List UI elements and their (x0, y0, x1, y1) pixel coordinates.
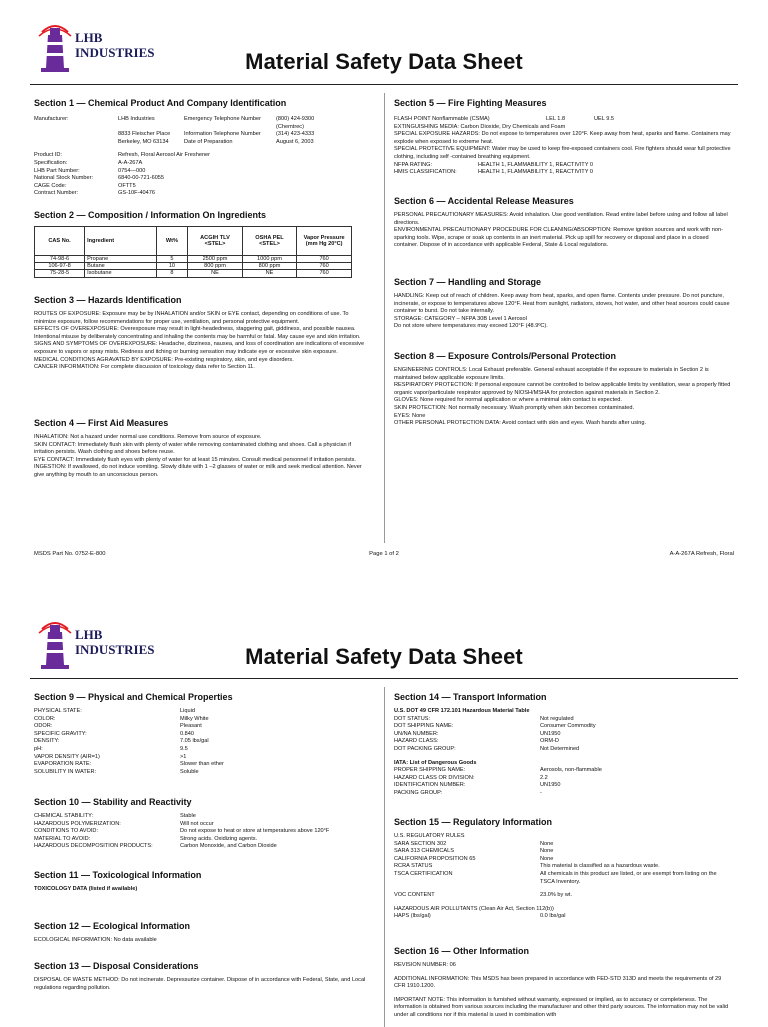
label: Emergency Telephone Number (184, 116, 262, 122)
value: 2.2 (540, 774, 548, 781)
footer-part-number: MSDS Part No. 0752-E-800 (34, 551, 106, 557)
label: CAGE Code: (34, 182, 67, 189)
paragraph: ROUTES OF EXPOSURE: Exposure may be by INHALATION and/or SKIN or EYE contact, depending on conditions of use. To minimize exposure, follow recommendations for proper use, ventilation, and personal protective equipment. (34, 311, 349, 325)
table-cell: 760 (297, 263, 352, 270)
left-column (34, 98, 370, 538)
section-heading: Section 11 — Toxicological Information (34, 870, 202, 880)
section-heading: Section 10 — Stability and Reactivity (34, 797, 192, 807)
label: HAZARDOUS POLYMERIZATION: (34, 820, 121, 827)
regulatory-list (394, 841, 732, 887)
subheading: IATA: List of Dangerous Goods (394, 759, 477, 766)
table-cell: 5 (156, 256, 188, 263)
table-header-row (35, 227, 352, 256)
label: VAPOR DENSITY (AIR=1) (34, 753, 100, 760)
label: DENSITY: (34, 738, 60, 745)
paragraph: TOXICOLOGY DATA (listed if available) (34, 886, 138, 892)
section-8 (394, 351, 732, 428)
value: UN1950 (540, 730, 561, 737)
column-header: Vapor Pressure (mm Hg 20°C) (297, 227, 352, 256)
uel: UEL 9.5 (594, 116, 615, 122)
table-cell: 2500 ppm (188, 256, 242, 263)
value: Not Determined (540, 745, 580, 752)
section-heading: Section 5 — Fire Fighting Measures (394, 98, 547, 108)
value: This material is classified as a hazardous waste. (540, 863, 660, 870)
label: Information Telephone Number (184, 131, 261, 138)
left-column (34, 692, 370, 1022)
value: HEALTH 1, FLAMMABILITY 1, REACTIVITY 0 (478, 169, 594, 176)
label: PACKING GROUP: (394, 789, 443, 796)
page-title: Material Safety Data Sheet (245, 49, 523, 74)
section-heading: Section 16 — Other Information (394, 946, 530, 956)
column-header: ACGIH TLV <STEL> (188, 227, 242, 256)
label: Contract Number: (34, 190, 79, 197)
label: LHB Part Number: (34, 167, 80, 174)
paragraph: GLOVES: None required for normal application or where a minimal skin contact is expected. (394, 397, 622, 404)
value: ORM-D (540, 738, 559, 745)
value: Consumer Commodity (540, 723, 596, 730)
paragraph: EYE CONTACT: Immediately flush eyes with plenty of water for at least 15 minutes. Consult medical personnel if irritation persists. (34, 456, 356, 463)
table-cell: NE (242, 270, 296, 277)
value: Will not occur (180, 820, 214, 827)
paragraph: RESPIRATORY PROTECTION: If personal exposure cannot be controlled to below applicable limits by ventilation, wear a properly fitted organic vapor/particulate respirator approved by NIOSH/MSHA for protection against materials in Section 2. (394, 382, 731, 396)
section-13 (34, 961, 370, 992)
paragraph: ADDITIONAL INFORMATION: This MSDS has been prepared in accordance with FED-STD 313D and meets the requirements of 29 CFR 1910.1200. (394, 975, 722, 990)
label: DOT SHIPPING NAME: (394, 723, 454, 730)
value: 23.0% by wt. (540, 892, 573, 899)
value: (314) 423-4333 (276, 131, 315, 138)
voc-row (394, 892, 732, 900)
flash-point-row (394, 116, 732, 124)
property-list (34, 813, 370, 851)
value: 7.05 lbs/gal (180, 738, 209, 745)
section-7 (394, 277, 732, 331)
label: HAZARDOUS DECOMPOSITION PRODUCTS: (34, 843, 153, 850)
column-header: OSHA PEL <STEL> (242, 227, 296, 256)
value: Refresh, Floral Aerosol Air Freshener (118, 152, 211, 159)
paragraph: STORAGE: CATEGORY – NFPA 30B Level 1 Aerosol (394, 315, 527, 322)
paragraph: INGESTION: If swallowed, do not induce vomiting. Slowly dilute with 1 –2 glasses of water or milk and seek medical attention. Never give anything by mouth to an unconscious person. (34, 464, 362, 478)
value: LHB Industries (118, 116, 155, 122)
value: None (540, 855, 554, 862)
table-cell: Isobutane (85, 270, 157, 277)
label: SARA 313 CHEMICALS (394, 848, 455, 855)
label: Product ID: (34, 152, 62, 159)
paragraph: IMPORTANT NOTE: This information is furnished without warranty, expressed or implied, as to accuracy or completeness. The information is obtained from various sources including the manufacturer and other third party sources. The information may not be valid under all conditions nor if this material is used in combination with (394, 996, 729, 1018)
section-heading: Section 7 — Handling and Storage (394, 277, 542, 287)
paragraph: CANCER INFORMATION: For complete discussion of toxicology data refer to Section 11. (34, 364, 255, 371)
value: GS-10F-40476 (118, 190, 156, 197)
value: Carbon Monoxide, and Carbon Dioxide (180, 843, 277, 850)
table-cell: 1000 ppm (242, 256, 296, 263)
value: Pleasant (180, 723, 202, 730)
section-12 (34, 921, 370, 945)
section-heading: Section 2 — Composition / Information On Ingredients (34, 210, 267, 220)
label: DOT STATUS: (394, 715, 431, 722)
label: UN/NA NUMBER: (394, 730, 439, 737)
flash-point: FLASH POINT Nonflammable (CSMA) (394, 116, 490, 122)
value: None (540, 840, 554, 847)
value: >1 (180, 753, 187, 760)
table-cell: 760 (297, 270, 352, 277)
footer-product: A-A-267A Refresh, Floral (669, 551, 734, 557)
haps-row (394, 913, 732, 921)
label: PROPER SHIPPING NAME: (394, 767, 466, 774)
label: SARA SECTION 302 (394, 840, 447, 847)
label (34, 131, 118, 139)
label: SPECIFIC GRAVITY: (34, 730, 87, 737)
section-heading: Section 3 — Hazards Identification (34, 295, 182, 305)
value: August 6, 2003 (276, 138, 314, 145)
lel: LEL 1.8 (546, 116, 566, 122)
value: 0754—000 (118, 167, 146, 174)
label (34, 139, 118, 147)
right-column (394, 692, 732, 1022)
table-row (35, 256, 352, 263)
value: Do not expose to heat or store at temperatures above 120°F (180, 828, 330, 835)
value: Berkeley, MO 63134 (118, 138, 169, 145)
label: DOT PACKING GROUP: (394, 745, 456, 752)
brand-line-2: INDUSTRIES (75, 45, 155, 60)
brand-line-1: LHB (75, 30, 103, 45)
column-header: Wt% (156, 227, 188, 256)
paragraph: PERSONAL PRECAUTIONARY MEASURES: Avoid inhalation. Use good ventilation. Read entire label before using and follow all label directions. (394, 212, 728, 226)
paragraph: OTHER PERSONAL PROTECTION DATA: Avoid contact with skin and eyes. Wash hands after using. (394, 420, 647, 427)
paragraph: EYES: None (394, 412, 426, 419)
subheading: U.S. DOT 49 CFR 172.101 Hazardous Material Table (394, 708, 530, 714)
value: 8833 Fleischer Place (118, 131, 171, 138)
label: CONDITIONS TO AVOID: (34, 828, 99, 835)
table-cell: Propane (85, 256, 157, 263)
paragraph: SKIN CONTACT: Immediately flush skin with plenty of water while removing contaminated clothing and shoes. Call a physician if irritation persists. Wash clothing and shoes before reuse. (34, 441, 352, 456)
value: Aerosols, non-flammable (540, 767, 602, 774)
label: TSCA CERTIFICATION (394, 870, 453, 877)
table-cell: 800 ppm (188, 263, 242, 270)
ratings (394, 162, 732, 177)
table-cell: 74-98-6 (35, 256, 85, 263)
label: HMIS CLASSIFICATION: (394, 169, 457, 176)
value: Not regulated (540, 715, 574, 722)
brand-line-1: LHB (75, 627, 103, 642)
value: HEALTH 1, FLAMMABILITY 1, REACTIVITY 0 (478, 161, 594, 168)
label: COLOR: (34, 715, 56, 722)
table-row (35, 270, 352, 277)
section-4 (34, 418, 370, 480)
paragraph: SPECIAL PROTECTIVE EQUIPMENT: Water may be used to keep fire-exposed containers cool. Fire fighters should wear full protective clothing, including self -contained breathing equipment. (394, 146, 731, 160)
table-cell: 106-97-8 (35, 263, 85, 270)
column-divider (384, 687, 385, 1027)
table-cell: 75-28-5 (35, 270, 85, 277)
section-heading: Section 14 — Transport Information (394, 692, 547, 702)
ingredients-table (34, 226, 352, 278)
top-rule (30, 678, 738, 679)
value: Milky White (180, 715, 209, 722)
contact-row (34, 116, 370, 146)
label: CHEMICAL STABILITY: (34, 813, 94, 819)
label: RCRA STATUS (394, 863, 433, 870)
column-divider (384, 93, 385, 543)
paragraph: INHALATION: Not a hazard under normal use conditions. Remove from source of exposure. (34, 434, 262, 440)
column-header: CAS No. (35, 227, 85, 256)
paragraph: MEDICAL CONDITIONS AGRAVATED BY EXPOSURE: Pre-existing respiratory, skin, and eye disorders. (34, 356, 294, 363)
value: All chemicals in this product are listed, or are exempt from listing on the TSCA Inventory. (540, 870, 717, 885)
label: EVAPORATION RATE: (34, 761, 92, 768)
footer-page-number: Page 1 of 2 (369, 551, 399, 557)
value: Soluble (180, 768, 199, 775)
paragraph: ENVIRONMENTAL PRECAUTIONARY PROCEDURE FOR CLEANING/ABSORPTION: Remove ignition sources and work with non-sparking tools. Wipe, scrape or soak up contents in an inert material. Pick up spill for recovery or disposal and place in a closed container. Dispose of in accordance with applicable Federal, State & Local regulations. (394, 227, 723, 249)
section-heading: Section 13 — Disposal Considerations (34, 961, 199, 971)
label: PHYSICAL STATE: (34, 708, 82, 714)
section-heading: Section 6 — Accidental Release Measures (394, 196, 574, 206)
table-row (35, 263, 352, 270)
label: pH: (34, 745, 43, 752)
label: ODOR: (34, 723, 53, 730)
paragraph: HAZARDOUS AIR POLLUTANTS (Clean Air Act, Section 112(b)) (394, 905, 554, 912)
label: CALIFORNIA PROPOSITION 65 (394, 855, 476, 862)
paragraph: SIGNS AND SYMPTOMS OF OVEREXPOSURE: Headache, dizziness, nausea, and loss of coordination are indications of excessive exposure to vapors or spray mists. Redness and itching or burning sensation may indicate eye or excessive skin exposure. (34, 341, 365, 355)
paragraph: EFFECTS OF OVEREXPOSURE: Overexposure may result in light-headedness, staggering gait, giddiness, and possible nausea. Intentional misuse by deliberately concentrating and inhaling the contents may be harmful or fatal. May cause eye and skin irritation. (34, 326, 361, 340)
label: VOC CONTENT (394, 892, 435, 899)
section-heading: Section 12 — Ecological Information (34, 921, 191, 931)
section-5 (394, 98, 732, 177)
paragraph: REVISION NUMBER: 06 (394, 962, 456, 968)
value: - (540, 789, 542, 796)
value: Strong acids. Oxidizing agents. (180, 835, 258, 842)
value: 0.0 lbs/gal (540, 913, 566, 920)
property-list (34, 708, 370, 776)
value: Stable (180, 813, 196, 819)
paragraph: DISPOSAL OF WASTE METHOD: Do not incinerate. Depressurize container. Dispose of in accordance with Federal, State, and Local regulations regarding pollution. (34, 977, 366, 991)
section-3 (34, 295, 370, 372)
section-6 (394, 196, 732, 250)
label: HAPS (lbs/gal) (394, 913, 431, 920)
label: National Stock Number: (34, 175, 94, 182)
label: Manufacturer: (34, 116, 69, 122)
label: NFPA RATING: (394, 161, 433, 168)
msds-page-2 (0, 615, 768, 1024)
section-heading: Section 15 — Regulatory Information (394, 817, 553, 827)
right-column (394, 98, 732, 538)
value: 9.5 (180, 745, 188, 752)
label: Specification: (34, 159, 68, 166)
iata-list (394, 767, 732, 797)
paragraph: U.S. REGULATORY RULES (394, 833, 465, 839)
paragraph: SKIN PROTECTION: Not normally necessary. Wash promptly when skin becomes contaminated. (394, 404, 634, 411)
value: 6840-00-721-6055 (118, 175, 165, 182)
table-cell: 8 (156, 270, 188, 277)
section-11 (34, 870, 370, 894)
paragraph: SPECIAL EXPOSURE HAZARDS: Do not expose to temperatures over 120°F. Keep away from heat, sparks and flame. Containers may explode when exposed to extreme heat. (394, 131, 731, 145)
paragraph: ECOLOGICAL INFORMATION: No data available (34, 937, 157, 943)
section-heading: Section 9 — Physical and Chemical Properties (34, 692, 233, 702)
section-14 (394, 692, 732, 798)
value: Liquid (180, 708, 195, 714)
value: (800) 424-9300 (Chemtrec) (276, 116, 315, 130)
section-heading: Section 8 — Exposure Controls/Personal Protection (394, 351, 617, 361)
paragraph: ENGINEERING CONTROLS: Local Exhaust preferable. General exhaust acceptable if the exposure to materials in Section 2 is maintained below applicable exposure limits. (394, 367, 709, 381)
column-header: Ingredient (85, 227, 157, 256)
section-heading: Section 1 — Chemical Product And Company Identification (34, 98, 287, 108)
section-9 (34, 692, 370, 776)
paragraph: Do not store where temperatures may exceed 120°F (48.9ºC). (394, 323, 548, 330)
table-cell: 10 (156, 263, 188, 270)
paragraph: EXTINGUISHING MEDIA: Carbon Dioxide, Dry Chemicals and Foam (394, 123, 566, 130)
page-title: Material Safety Data Sheet (245, 644, 523, 669)
section-15 (394, 817, 732, 921)
value: A-A-267A (118, 159, 143, 166)
table-cell: Butane (85, 263, 157, 270)
section-2 (34, 210, 370, 278)
product-ids (34, 152, 370, 198)
label: HAZARD CLASS OR DIVISION: (394, 774, 475, 781)
section-10 (34, 797, 370, 851)
table-cell: 760 (297, 256, 352, 263)
value: UN1950 (540, 782, 561, 789)
value: None (540, 848, 554, 855)
top-rule (30, 84, 738, 85)
table-cell: NE (188, 270, 242, 277)
paragraph: HANDLING: Keep out of reach of children. Keep away from heat, sparks, and open flame. Contents under pressure. Do not puncture, incinerate, or expose to temperatures above 120°F. Heat from sunlight, radiators, stoves, hot water, and other heat sources could cause container to burst. Do not take internally. (394, 293, 730, 315)
section-16 (394, 946, 732, 1020)
section-heading: Section 4 — First Aid Measures (34, 418, 169, 428)
brand-line-2: INDUSTRIES (75, 642, 155, 657)
label: HAZARD CLASS: (394, 738, 439, 745)
label: MATERIAL TO AVOID: (34, 835, 91, 842)
table-cell: 800 ppm (242, 263, 296, 270)
dot-list (394, 716, 732, 754)
value: Slower than ether (180, 761, 224, 768)
value: OFTT5 (118, 182, 136, 189)
label: SOLUBILITY IN WATER: (34, 768, 97, 775)
label: Date of Preparation (184, 138, 233, 145)
label: IDENTIFICATION NUMBER: (394, 782, 466, 789)
value: 0.840 (180, 730, 194, 737)
section-1 (34, 98, 370, 198)
